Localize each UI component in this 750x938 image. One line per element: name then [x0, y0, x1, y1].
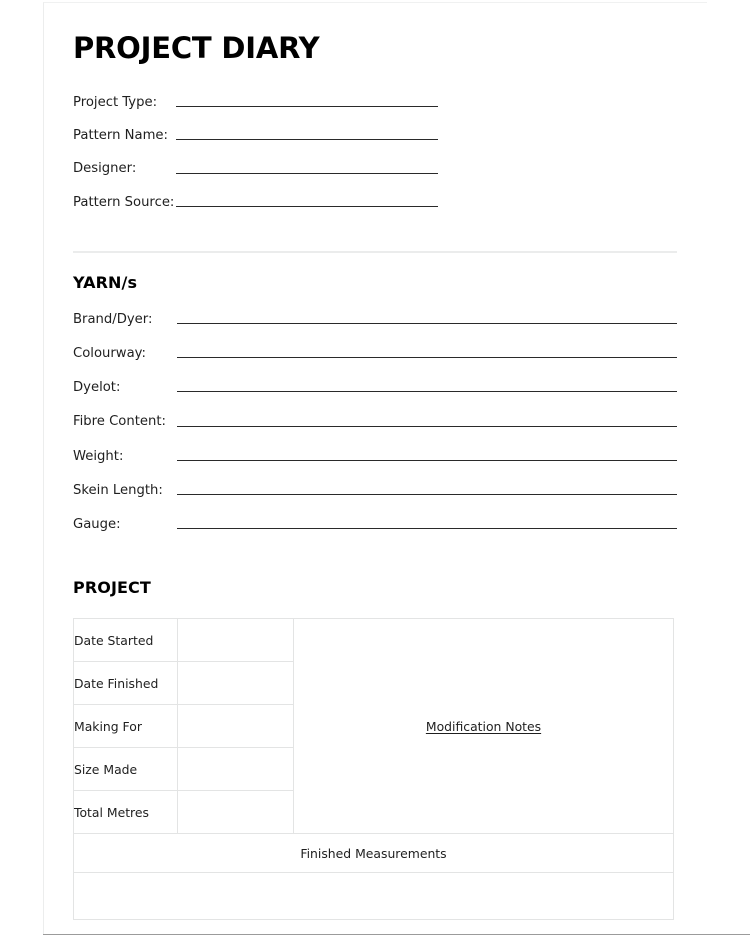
field-rule-designer[interactable] — [176, 173, 438, 174]
field-rule-weight[interactable] — [177, 460, 677, 461]
finished-measurements-cell[interactable] — [74, 873, 674, 920]
field-label-pattern-name: Pattern Name: — [73, 128, 168, 144]
table-value-date-started[interactable] — [178, 619, 294, 662]
section-divider — [73, 251, 677, 253]
project-info-field-list — [73, 96, 677, 209]
document-content — [73, 0, 677, 920]
field-row-skein-length — [73, 484, 677, 497]
yarn-field-list — [73, 313, 677, 531]
table-row — [74, 873, 674, 920]
project-details-table — [73, 618, 674, 920]
field-label-project-type: Project Type: — [73, 94, 158, 110]
table-value-total-metres[interactable] — [178, 791, 294, 834]
field-row-project-type — [73, 96, 677, 109]
field-rule-brand-dyer[interactable] — [177, 323, 677, 324]
field-row-pattern-name — [73, 129, 677, 142]
field-label-skein-length: Skein Length: — [73, 482, 163, 498]
field-row-dyelot — [73, 381, 677, 394]
field-rule-gauge[interactable] — [177, 528, 677, 529]
field-label-brand-dyer: Brand/Dyer: — [73, 311, 153, 327]
table-value-making-for[interactable] — [178, 705, 294, 748]
section-title-yarn: YARN/s — [73, 272, 138, 292]
page-title: PROJECT DIARY — [73, 31, 320, 65]
modification-notes-cell[interactable] — [294, 619, 674, 834]
table-label-total-metres: Total Metres — [74, 791, 178, 834]
field-row-brand-dyer — [73, 313, 677, 326]
field-rule-dyelot[interactable] — [177, 391, 677, 392]
table-value-date-finished[interactable] — [178, 662, 294, 705]
table-row — [74, 834, 674, 873]
field-row-gauge — [73, 518, 677, 531]
field-rule-colourway[interactable] — [177, 357, 677, 358]
field-rule-skein-length[interactable] — [177, 494, 677, 495]
field-label-colourway: Colourway: — [73, 345, 146, 361]
field-label-pattern-source: Pattern Source: — [73, 194, 175, 210]
field-label-gauge: Gauge: — [73, 516, 121, 532]
field-rule-project-type[interactable] — [176, 106, 438, 107]
page-bottom-rule — [43, 934, 750, 935]
table-row — [74, 619, 674, 662]
table-label-size-made: Size Made — [74, 748, 178, 791]
table-label-making-for: Making For — [74, 705, 178, 748]
field-row-colourway — [73, 347, 677, 360]
table-label-date-started: Date Started — [74, 619, 178, 662]
field-row-designer — [73, 162, 677, 175]
field-label-weight: Weight: — [73, 448, 124, 464]
modification-notes-heading: Modification Notes — [425, 718, 542, 734]
field-row-fibre-content — [73, 415, 677, 428]
table-label-date-finished: Date Finished — [74, 662, 178, 705]
field-label-designer: Designer: — [73, 161, 137, 177]
finished-measurements-heading: Finished Measurements — [74, 834, 674, 873]
field-label-dyelot: Dyelot: — [73, 380, 121, 396]
field-row-pattern-source — [73, 196, 677, 209]
section-title-project: PROJECT — [73, 578, 151, 598]
field-row-weight — [73, 450, 677, 463]
field-rule-fibre-content[interactable] — [177, 426, 677, 427]
field-label-fibre-content: Fibre Content: — [73, 414, 166, 430]
field-rule-pattern-name[interactable] — [176, 139, 438, 140]
field-rule-pattern-source[interactable] — [176, 206, 438, 207]
table-value-size-made[interactable] — [178, 748, 294, 791]
